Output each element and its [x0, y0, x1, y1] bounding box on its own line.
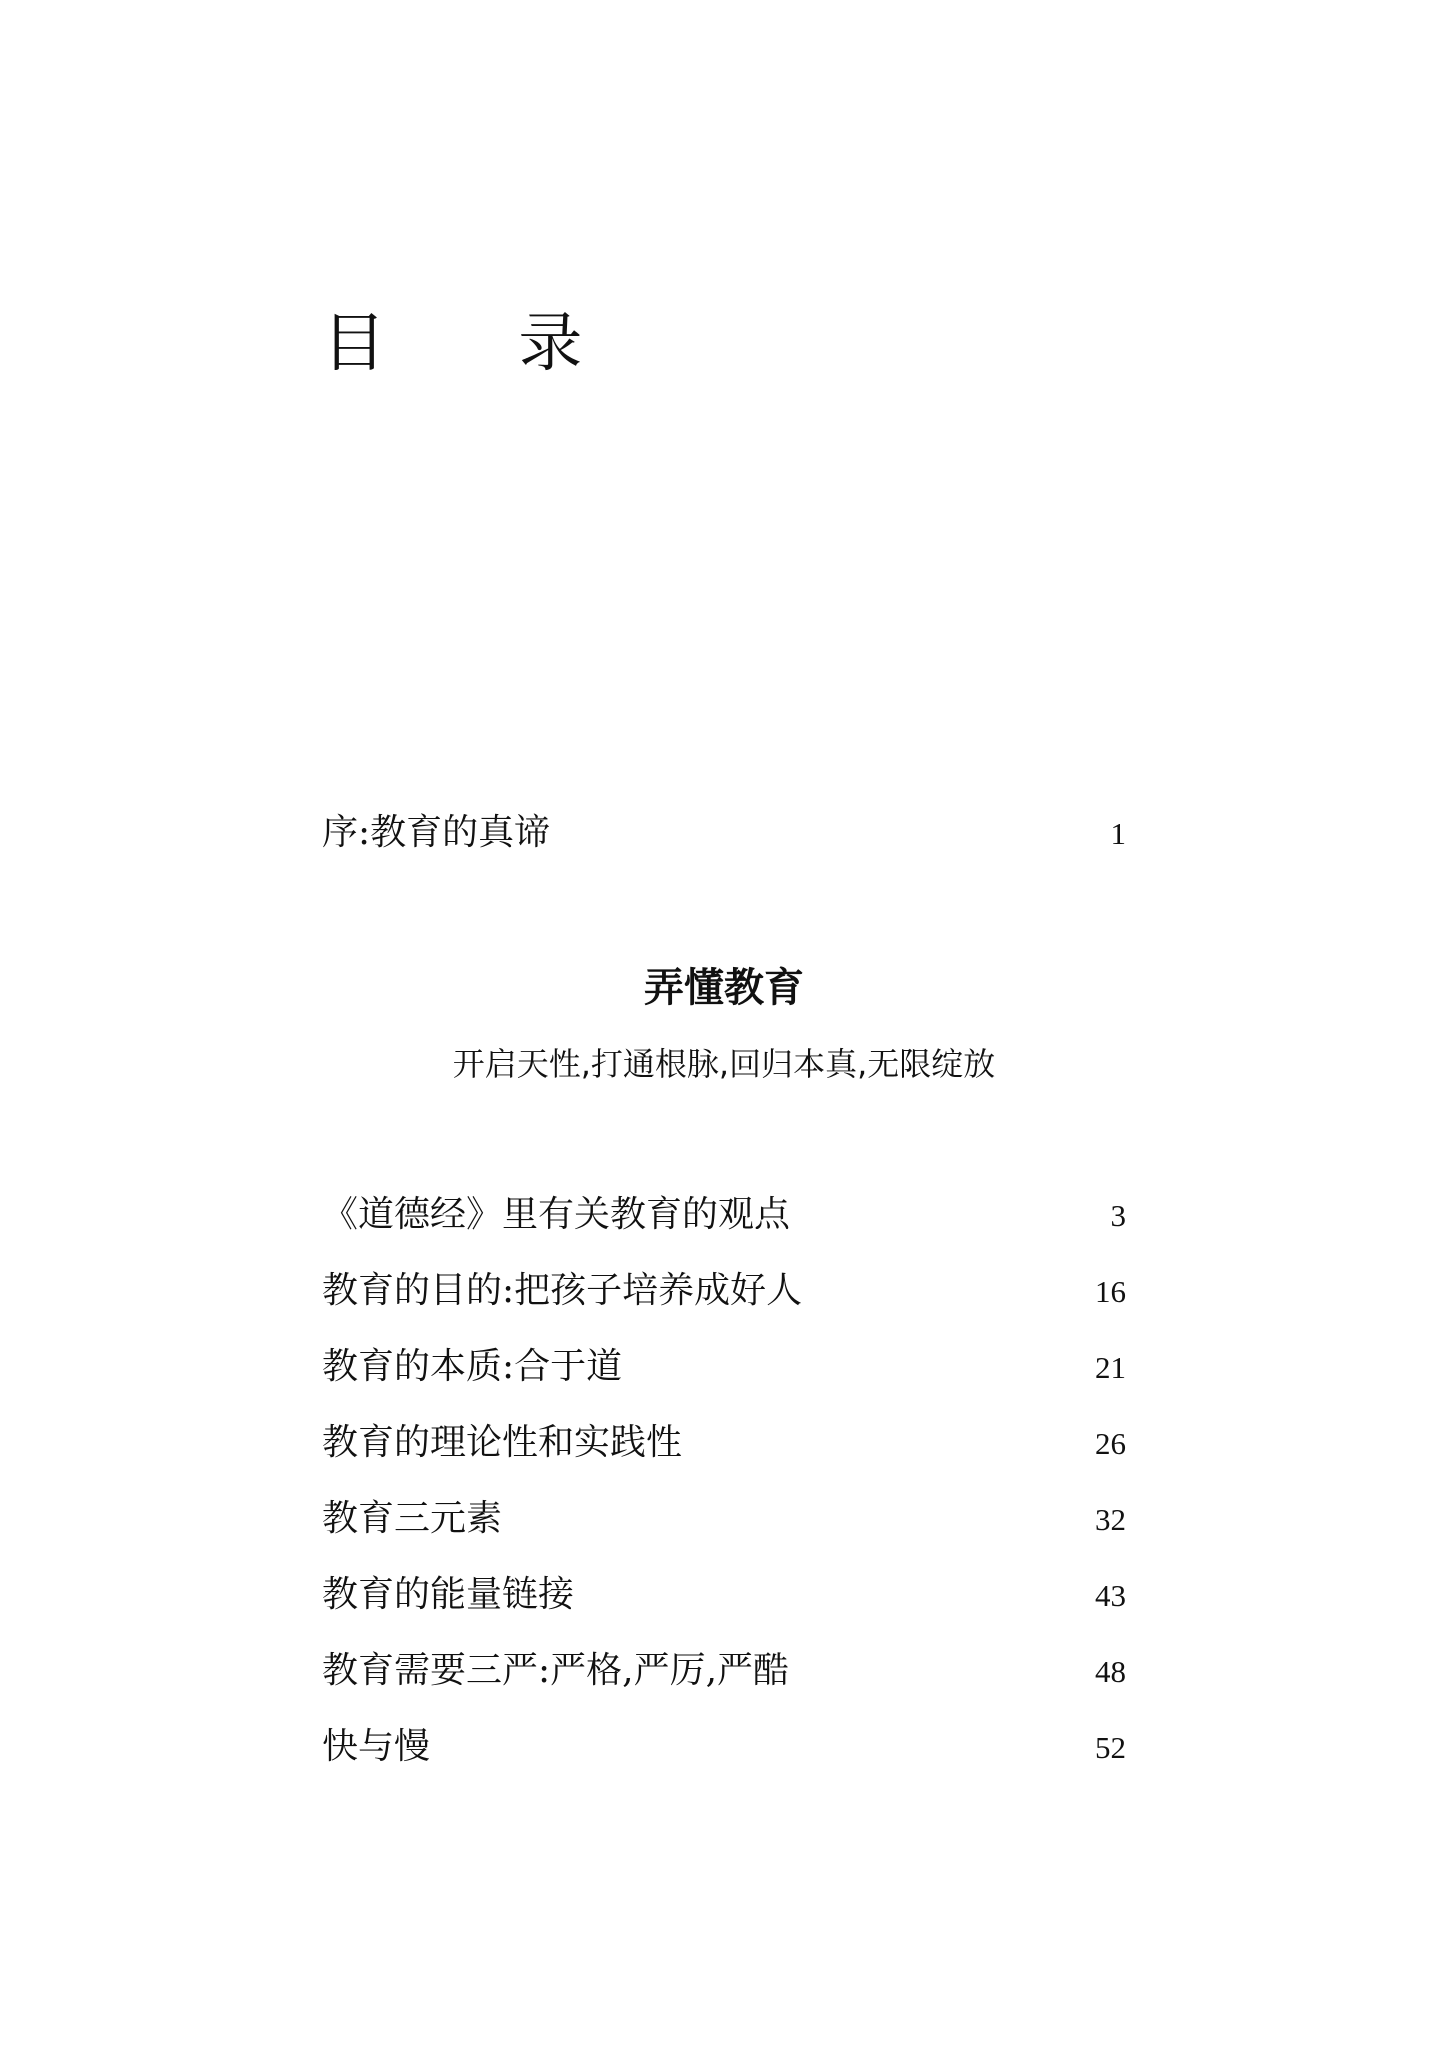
toc-entry-page-number: 48 — [1095, 1654, 1126, 1689]
toc-entry-page-number: 26 — [1095, 1426, 1126, 1461]
toc-entry-title: 教育需要三严:严格,严厉,严酷 — [322, 1650, 790, 1691]
toc-entry[interactable] — [322, 1418, 1126, 1468]
page-title: 目 录 — [322, 307, 639, 381]
toc-entry-page-number: 52 — [1095, 1730, 1126, 1765]
toc-entry[interactable] — [322, 1342, 1126, 1392]
toc-entry-page-number: 43 — [1095, 1578, 1126, 1613]
toc-entry-page-number: 16 — [1095, 1274, 1126, 1309]
section-subheading: 开启天性,打通根脉,回归本真,无限绽放 — [452, 1045, 996, 1083]
toc-entry[interactable] — [322, 1494, 1126, 1544]
toc-entry-title: 《道德经》里有关教育的观点 — [322, 1194, 791, 1235]
toc-entry-page-number: 1 — [1110, 816, 1126, 851]
toc-entry-title: 序:教育的真谛 — [322, 812, 551, 853]
toc-entry[interactable] — [322, 1722, 1126, 1772]
toc-entry-preface[interactable] — [322, 808, 1126, 858]
toc-entry-title: 教育的目的:把孩子培养成好人 — [322, 1270, 803, 1311]
toc-entry-page-number: 3 — [1110, 1198, 1126, 1233]
toc-entry-title: 教育的能量链接 — [322, 1574, 575, 1615]
toc-entry-title: 教育的理论性和实践性 — [322, 1422, 683, 1463]
toc-entry[interactable] — [322, 1570, 1126, 1620]
toc-entry[interactable] — [322, 1190, 1126, 1240]
toc-entry-page-number: 32 — [1095, 1502, 1126, 1537]
toc-entry[interactable] — [322, 1646, 1126, 1696]
toc-entry-title: 快与慢 — [322, 1726, 431, 1767]
toc-entry-title: 教育的本质:合于道 — [322, 1346, 623, 1387]
toc-entry[interactable] — [322, 1266, 1126, 1316]
toc-entry-page-number: 21 — [1095, 1350, 1126, 1385]
section-heading: 弄懂教育 — [644, 965, 804, 1011]
toc-entry-title: 教育三元素 — [322, 1498, 503, 1539]
